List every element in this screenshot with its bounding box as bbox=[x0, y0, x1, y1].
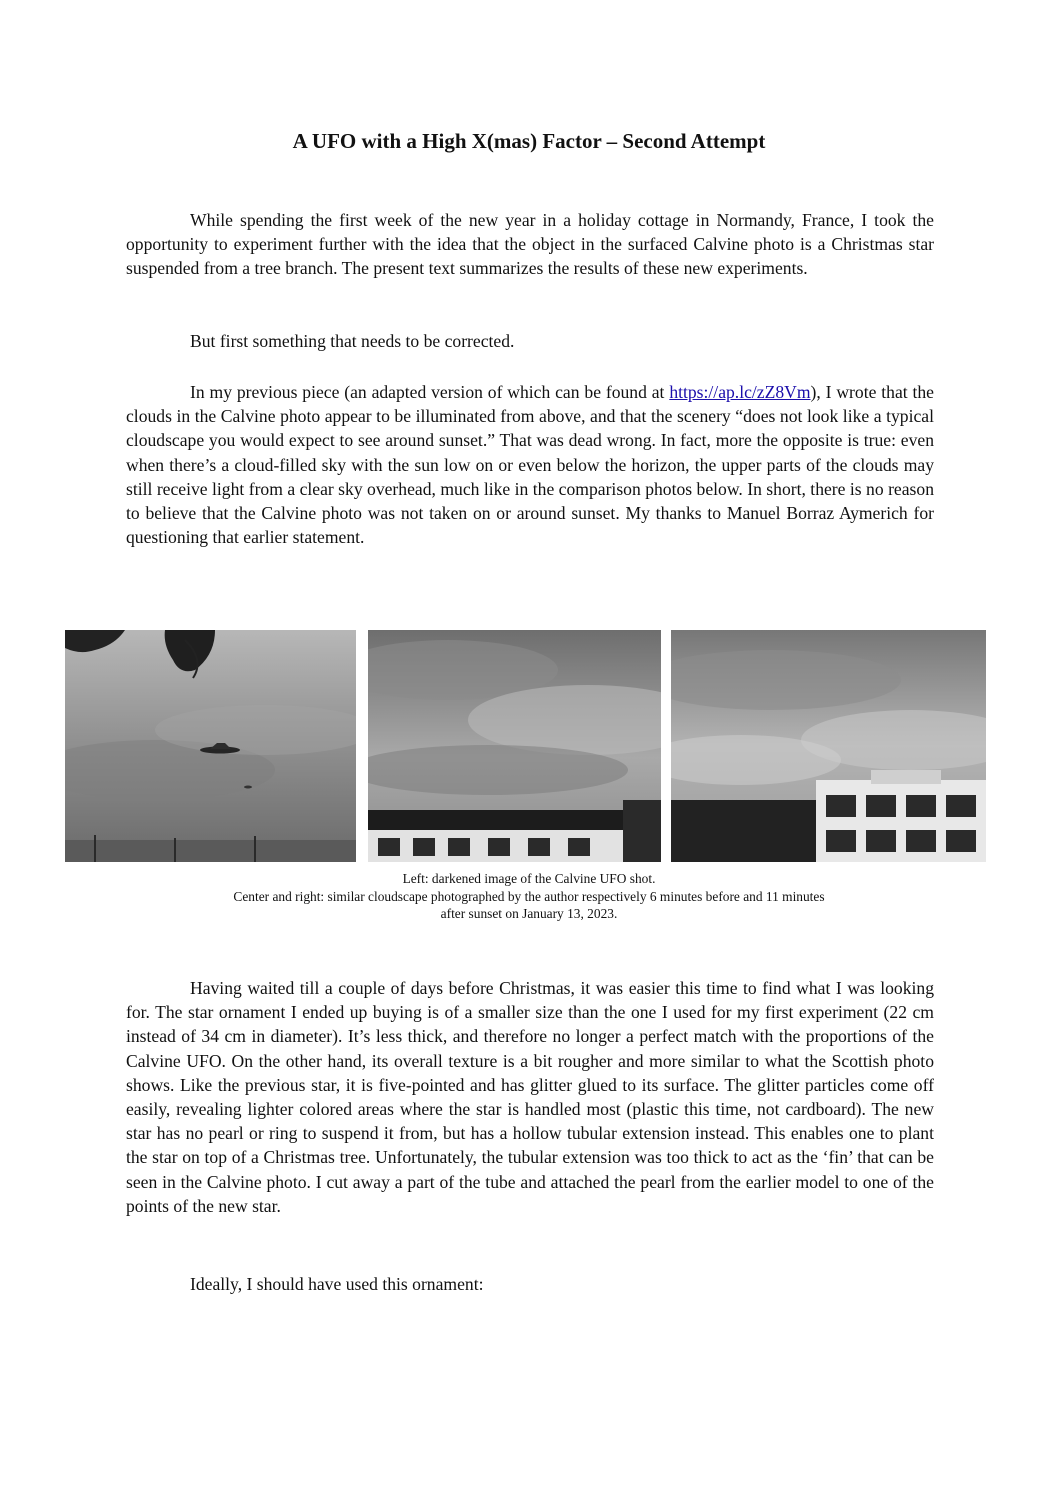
page-title: A UFO with a High X(mas) Factor – Second Attempt bbox=[292, 129, 766, 153]
caption-line-1: Left: darkened image of the Calvine UFO shot. bbox=[402, 871, 656, 886]
paragraph-star-ornament bbox=[126, 976, 934, 1218]
photo-caption bbox=[90, 870, 968, 923]
calvine-ufo-photo bbox=[65, 630, 356, 862]
paragraph-correction-text-end: ), I wrote that the clouds in the Calvine photo appear to be illuminated from above, and that the scenery “does not look like a typical cloudscape you would expect to see around sunset.” That was dead wrong. In fact, more the opposite is true: even when there’s a cloud-filled sky with the sun low on or even below the horizon, the upper parts of the clouds may still receive light from a clear sky overhead, much like in the comparison photos below. In short, there is no reason to believe that the Calvine photo was not taken on or around sunset. My thanks to Manuel Borraz Aymerich for questioning that earlier statement. bbox=[126, 382, 934, 548]
paragraph-ideal-ornament bbox=[126, 1272, 934, 1296]
paragraph-correction-lead-text: But first something that needs to be corrected. bbox=[190, 331, 515, 351]
cloudscape-photo-before-sunset bbox=[368, 630, 661, 862]
paragraph-correction bbox=[126, 380, 934, 549]
caption-line-3: after sunset on January 13, 2023. bbox=[440, 906, 618, 922]
paragraph-star-ornament-text: Having waited till a couple of days before Christmas, it was easier this time to find what I was looking for. The star ornament I ended up buying is of a smaller size than the one I used for my first experiment (22 cm instead of 34 cm in diameter). It’s less thick, and therefore no longer a perfect match with the proportions of the Calvine UFO. On the other hand, its overall texture is a bit rougher and more similar to what the Scottish photo shows. Like the previous star, it is five-pointed and has glitter glued to its surface. The glitter particles come off easily, revealing lighter colored areas where the star is handled most (plastic this time, not cardboard). The new star has no pearl or ring to suspend it from, but has a hollow tubular extension instead. This enables one to plant the star on top of a Christmas tree. Unfortunately, the tubular extension was too thick to act as the ‘fin’ that can be seen in the Calvine photo. I cut away a part of the tube and attached the pearl from the earlier model to one of the points of the new star. bbox=[126, 978, 934, 1216]
caption-line-2: Center and right: similar cloudscape photographed by the author respectively 6 minutes before and 11 minutes bbox=[233, 888, 825, 904]
cloudscape-photo-after-sunset bbox=[671, 630, 986, 862]
previous-piece-link[interactable]: https://ap.lc/zZ8Vm bbox=[669, 382, 811, 402]
paragraph-intro-text: While spending the first week of the new year in a holiday cottage in Normandy, France, I took the opportunity to experiment further with the idea that the object in the surfaced Calvine photo is a Christmas star suspended from a tree branch. The present text summarizes the results of these new experiments. bbox=[126, 210, 934, 279]
paragraph-correction-lead bbox=[126, 329, 934, 353]
paragraph-correction-text-start: In my previous piece (an adapted version of which can be found at bbox=[190, 382, 670, 402]
paragraph-intro bbox=[126, 208, 934, 281]
paragraph-ideal-ornament-text: Ideally, I should have used this ornament: bbox=[190, 1274, 484, 1294]
